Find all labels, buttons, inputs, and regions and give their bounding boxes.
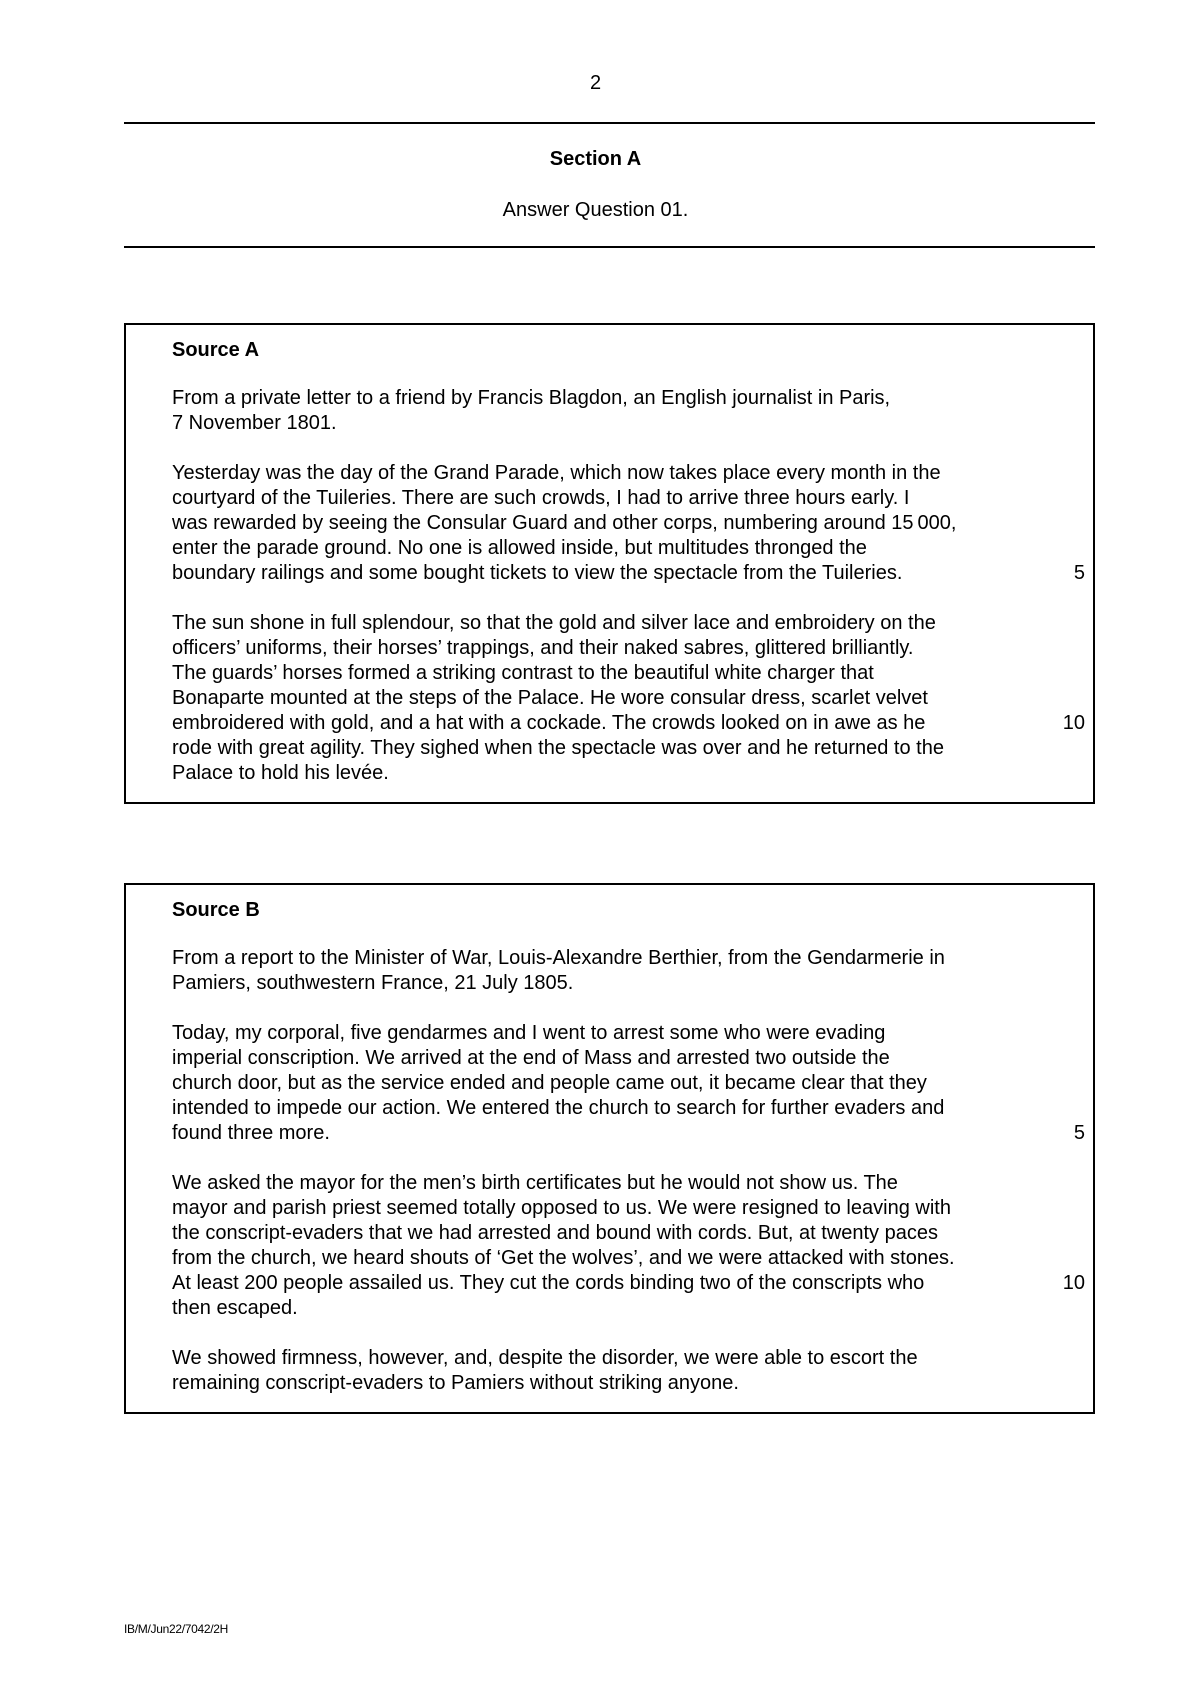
text-line: church door, but as the service ended and people came out, it became clear that they: [172, 1072, 927, 1094]
text-line: mayor and parish priest seemed totally opposed to us. We were resigned to leaving with: [172, 1197, 951, 1219]
page-number: 2: [589, 72, 602, 94]
source-title: Source A: [172, 339, 260, 361]
source-a-box: [124, 323, 1095, 804]
top-divider: [124, 122, 1095, 124]
text-line: We asked the mayor for the men’s birth certificates but he would not show us. The: [172, 1172, 898, 1194]
text-line: from the church, we heard shouts of ‘Get the wolves’, and we were attacked with stones.: [172, 1247, 955, 1269]
section-heading: Section A: [549, 148, 642, 170]
provenance-line: From a report to the Minister of War, Louis-Alexandre Berthier, from the Gendarmerie in: [172, 947, 945, 969]
text-line: The sun shone in full splendour, so that the gold and silver lace and embroidery on the: [172, 612, 936, 634]
text-line: Today, my corporal, five gendarmes and I went to arrest some who were evading: [172, 1022, 886, 1044]
text-line: We showed firmness, however, and, despite the disorder, we were able to escort the: [172, 1347, 918, 1369]
provenance-line: 7 November 1801.: [172, 412, 337, 434]
text-line: enter the parade ground. No one is allowed inside, but multitudes thronged the: [172, 537, 867, 559]
text-line: Yesterday was the day of the Grand Parade, which now takes place every month in the: [172, 462, 941, 484]
text-line: found three more.: [172, 1122, 330, 1144]
text-line: remaining conscript-evaders to Pamiers without striking anyone.: [172, 1372, 739, 1394]
text-line: The guards’ horses formed a striking contrast to the beautiful white charger that: [172, 662, 874, 684]
text-line: imperial conscription. We arrived at the end of Mass and arrested two outside the: [172, 1047, 890, 1069]
text-line: courtyard of the Tuileries. There are such crowds, I had to arrive three hours early. I: [172, 487, 910, 509]
text-line: Bonaparte mounted at the steps of the Palace. He wore consular dress, scarlet velvet: [172, 687, 928, 709]
text-line: Palace to hold his levée.: [172, 762, 389, 784]
bottom-divider: [124, 246, 1095, 248]
text-line: was rewarded by seeing the Consular Guard and other corps, numbering around 15 000,: [172, 512, 957, 534]
text-line: At least 200 people assailed us. They cut the cords binding two of the conscripts who: [172, 1272, 925, 1294]
line-number: 5: [1073, 1122, 1085, 1144]
answer-instruction: Answer Question 01.: [502, 199, 689, 221]
source-title: Source B: [172, 899, 260, 921]
source-b-box: [124, 883, 1095, 1414]
line-number: 10: [1062, 712, 1085, 734]
line-number: 5: [1073, 562, 1085, 584]
provenance-line: Pamiers, southwestern France, 21 July 1805.: [172, 972, 574, 994]
text-line: officers’ uniforms, their horses’ trappings, and their naked sabres, glittered brilliantly.: [172, 637, 914, 659]
provenance-line: From a private letter to a friend by Francis Blagdon, an English journalist in Paris,: [172, 387, 891, 409]
text-line: boundary railings and some bought tickets to view the spectacle from the Tuileries.: [172, 562, 903, 584]
text-line: the conscript-evaders that we had arrested and bound with cords. But, at twenty paces: [172, 1222, 938, 1244]
paper-reference: IB/M/Jun22/7042/2H: [124, 1622, 229, 1636]
line-number: 10: [1062, 1272, 1085, 1294]
text-line: then escaped.: [172, 1297, 298, 1319]
text-line: rode with great agility. They sighed when the spectacle was over and he returned to the: [172, 737, 944, 759]
text-line: embroidered with gold, and a hat with a cockade. The crowds looked on in awe as he: [172, 712, 926, 734]
text-line: intended to impede our action. We entered the church to search for further evaders and: [172, 1097, 945, 1119]
